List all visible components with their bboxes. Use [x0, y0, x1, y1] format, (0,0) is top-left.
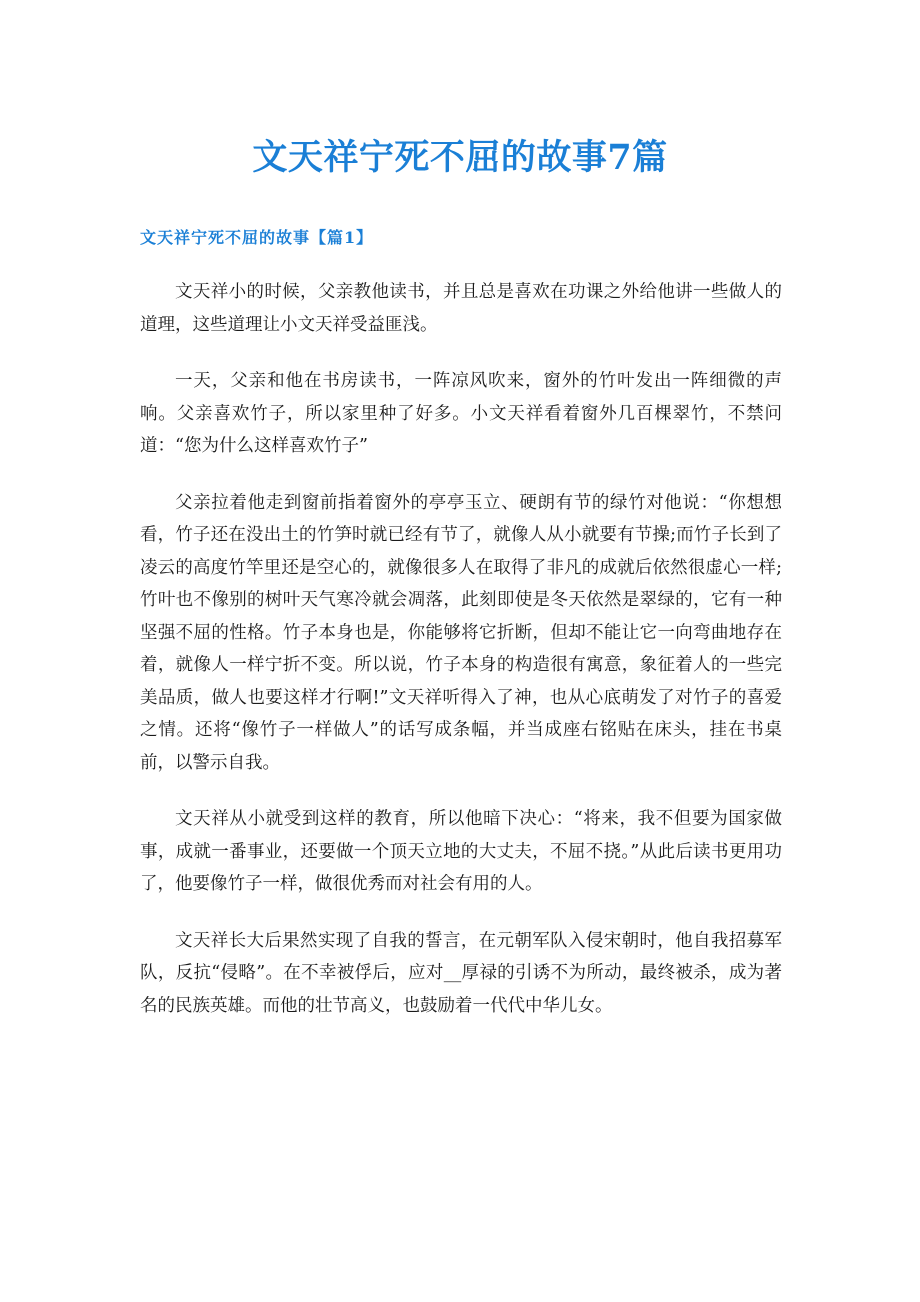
paragraph-2: 一天，父亲和他在书房读书，一阵凉风吹来，窗外的竹叶发出一阵细微的声响。父亲喜欢竹子，所以家里种了好多。小文天祥看着窗外几百棵翠竹，不禁问道：“您为什么这样喜欢竹子”	[140, 371, 782, 456]
paragraph-4: 文天祥从小就受到这样的教育，所以他暗下决心：“将来，我不但要为国家做事，成就一番事业，还要做一个顶天立地的大丈夫，不屈不挠。”从此后读书更用功了，他要像竹子一样，做很优秀而对社会有用的人。	[140, 809, 782, 894]
paragraph-1: 文天祥小的时候，父亲教他读书，并且总是喜欢在功课之外给他讲一些做人的道理，这些道理让小文天祥受益匪浅。	[140, 282, 782, 335]
page-title: 文天祥宁死不屈的故事7篇	[252, 137, 668, 178]
article-body	[140, 276, 782, 1046]
section-heading: 文天祥宁死不屈的故事【篇1】	[140, 228, 374, 247]
paragraph-5: 文天祥长大后果然实现了自我的誓言，在元朝军队入侵宋朝时，他自我招募军队，反抗“侵略”。在不幸被俘后，应对__厚禄的引诱不为所动，最终被杀，成为著名的民族英雄。而他的壮节高义，也鼓励着一代代中华儿女。	[140, 930, 782, 1016]
paragraph-3: 父亲拉着他走到窗前指着窗外的亭亭玉立、硬朗有节的绿竹对他说：“你想想看，竹子还在没出土的竹笋时就已经有节了，就像人从小就要有节操;而竹子长到了凌云的高度竹竿里还是空心的，就像很多人在取得了非凡的成就后依然很虚心一样;竹叶也不像别的树叶天气寒冷就会凋落，此刻即使是冬天依然是翠绿的，它有一种坚强不屈的性格。竹子本身也是，你能够将它折断，但却不能让它一向弯曲地存在着，就像人一样宁折不变。所以说，竹子本身的构造很有寓意，象征着人的一些完美品质，做人也要这样才行啊!”文天祥听得入了神，也从心底萌发了对竹子的喜爱之情。还将“像竹子一样做人”的话写成条幅，并当成座右铭贴在床头，挂在书桌前，以警示自我。	[140, 492, 782, 773]
